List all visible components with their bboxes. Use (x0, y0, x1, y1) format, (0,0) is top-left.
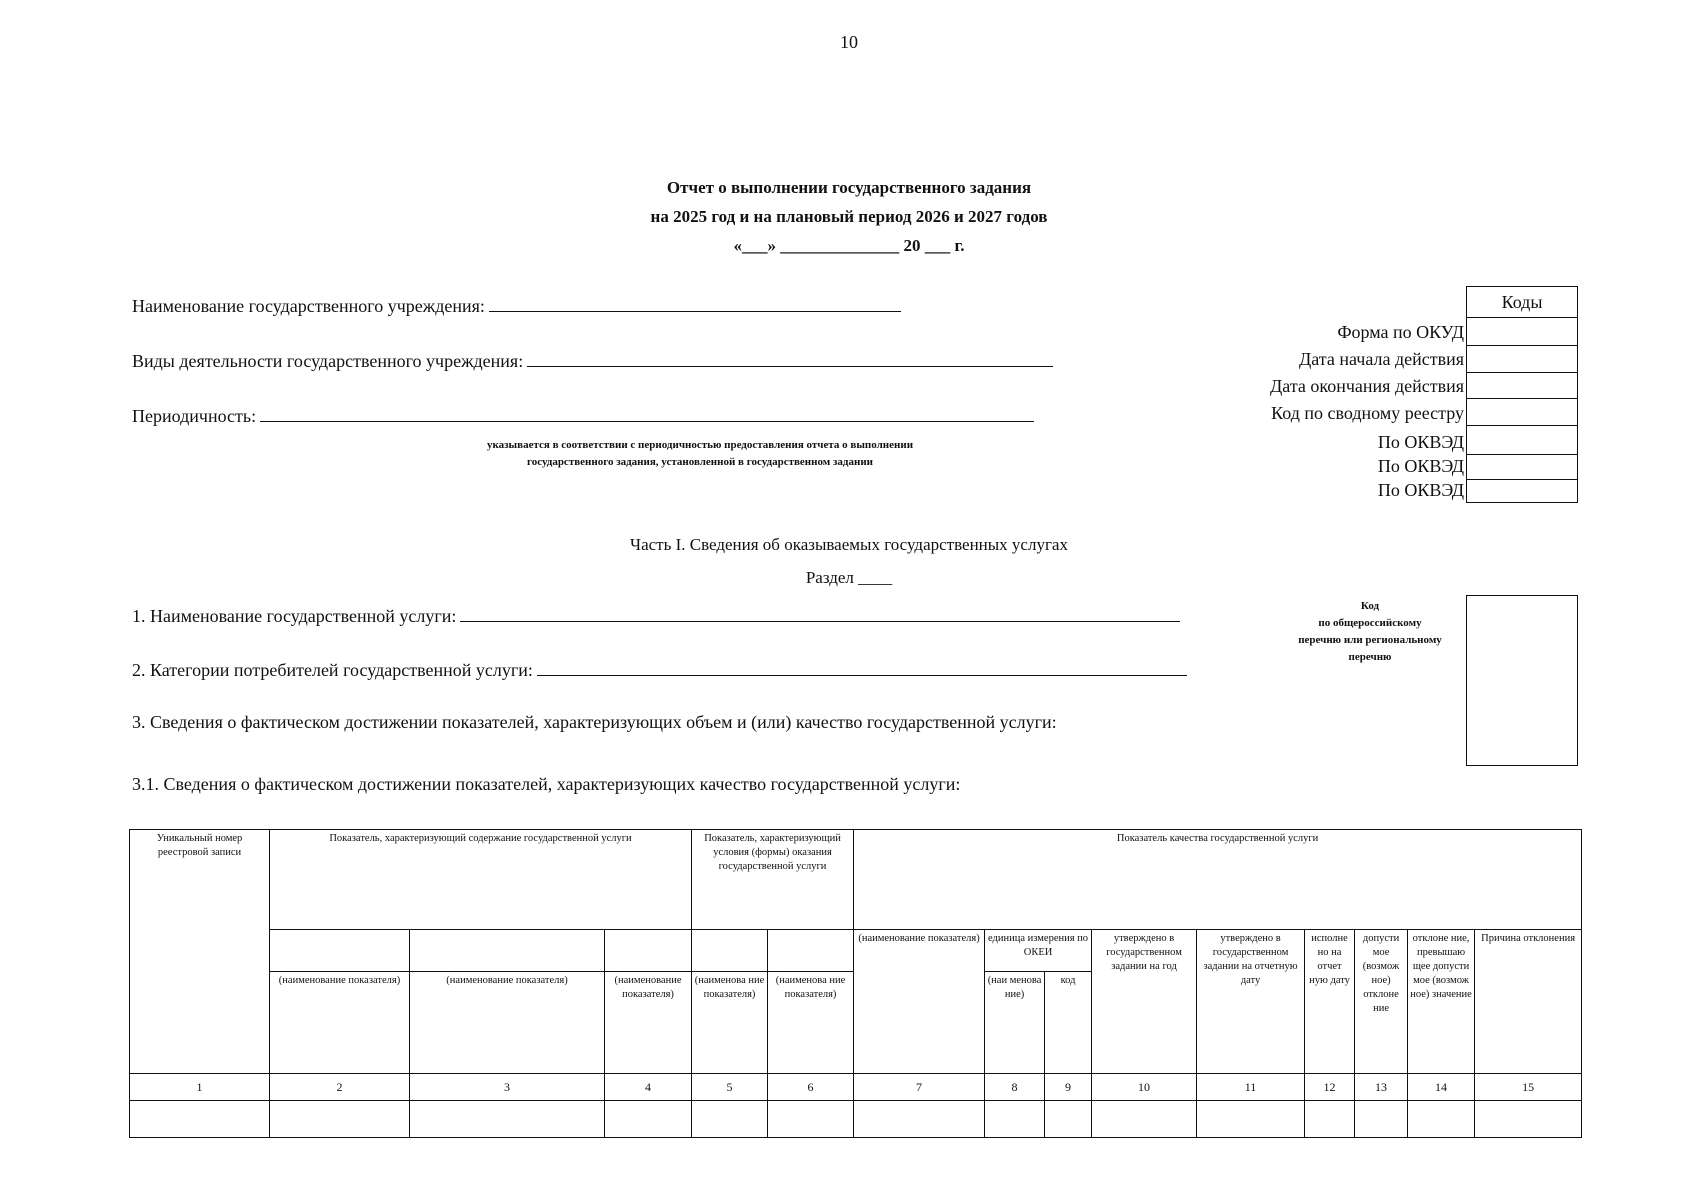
periodicity-label: Периодичность: (132, 406, 257, 426)
code-label-okud: Форма по ОКУД (1337, 322, 1464, 342)
column-number: 7 (854, 1074, 985, 1101)
header-indicator-name: (наименование показателя) (854, 930, 985, 1074)
codes-header: Коды (1467, 287, 1577, 318)
code-cell-divider (1467, 479, 1577, 480)
header-executed: исполне но на отчет ную дату (1305, 930, 1355, 1074)
data-cell[interactable] (130, 1101, 270, 1138)
data-cell[interactable] (854, 1101, 985, 1138)
page-number: 10 (840, 32, 858, 52)
institution-name-line[interactable] (489, 293, 901, 312)
periodicity-note (420, 437, 980, 471)
header-approved-year: утверждено в государственном задании на год (1092, 930, 1197, 1074)
column-number: 1 (130, 1074, 270, 1101)
data-cell[interactable] (1305, 1101, 1355, 1138)
service-name-line[interactable] (460, 603, 1180, 622)
report-period: на 2025 год и на плановый период 2026 и 2027 годов (650, 207, 1048, 226)
header-allowed-deviation: допусти мое (возмож ное) отклоне ние (1355, 930, 1408, 1074)
indicators-info: 3. Сведения о фактическом достижении показателей, характеризующих объем и (или) качество государственной услуги: (132, 712, 1057, 732)
content-value-cell[interactable] (605, 930, 692, 972)
part-title: Часть I. Сведения об оказываемых государственных услугах (630, 535, 1068, 554)
header-content-name-4: (наименование показателя) (605, 972, 692, 1074)
code-cell-divider (1467, 454, 1577, 455)
code-label-okved-2: По ОКВЭД (1377, 456, 1464, 476)
consumer-categories-field[interactable] (132, 657, 1187, 681)
report-title: Отчет о выполнении государственного задания (666, 178, 1032, 197)
code-cell-divider (1467, 345, 1577, 346)
data-cell[interactable] (985, 1101, 1045, 1138)
content-value-cell[interactable] (410, 930, 605, 972)
data-cell[interactable] (270, 1101, 410, 1138)
code-cell-divider (1467, 372, 1577, 373)
code-label-end-date: Дата окончания действия (1270, 376, 1464, 396)
activity-types-line[interactable] (527, 348, 1053, 367)
column-number: 8 (985, 1074, 1045, 1101)
consumer-categories-line[interactable] (537, 657, 1187, 676)
column-number: 2 (270, 1074, 410, 1101)
column-number: 5 (692, 1074, 768, 1101)
service-name-label: 1. Наименование государственной услуги: (132, 606, 457, 626)
service-name-field[interactable] (132, 603, 1180, 627)
code-cell-divider (1467, 425, 1577, 426)
code-label-okved-3: По ОКВЭД (1377, 480, 1464, 500)
activity-types-field[interactable] (132, 348, 1053, 372)
periodicity-note-line2: государственного задания, установленной в государственном задании (526, 456, 874, 468)
column-number: 14 (1408, 1074, 1475, 1101)
column-number: 13 (1355, 1074, 1408, 1101)
code-label-register: Код по сводному реестру (1271, 403, 1464, 423)
content-value-cell[interactable] (270, 930, 410, 972)
consumer-categories-label: 2. Категории потребителей государственной услуги: (132, 660, 533, 680)
column-number: 11 (1197, 1074, 1305, 1101)
code-label-start-date: Дата начала действия (1299, 349, 1464, 369)
periodicity-field[interactable] (132, 403, 1034, 427)
header-approved-date: утверждено в государственном задании на отчетную дату (1197, 930, 1305, 1074)
data-cell[interactable] (692, 1101, 768, 1138)
header-deviation-reason: Причина отклонения (1475, 930, 1582, 1074)
code-label-okved-1: По ОКВЭД (1377, 432, 1464, 452)
header-unique-number: Уникальный номер реестровой записи (130, 830, 270, 1074)
data-cell[interactable] (1355, 1101, 1408, 1138)
column-number: 12 (1305, 1074, 1355, 1101)
institution-name-label: Наименование государственного учреждения: (132, 296, 485, 316)
header-unit-name: (наи менова ние) (985, 972, 1045, 1074)
quality-info: 3.1. Сведения о фактическом достижении показателей, характеризующих качество государственной услуги: (132, 774, 961, 794)
data-cell[interactable] (1092, 1101, 1197, 1138)
codes-box (1466, 286, 1578, 503)
header-okei-unit: единица измерения по ОКЕИ (985, 930, 1092, 972)
header-content-name-2: (наименование показателя) (270, 972, 410, 1074)
data-cell[interactable] (410, 1101, 605, 1138)
data-cell[interactable] (605, 1101, 692, 1138)
header-condition-name-5: (наименова ние показателя) (692, 972, 768, 1074)
header-content-name-3: (наименование показателя) (410, 972, 605, 1074)
register-code-label-line1: Код (1360, 600, 1380, 612)
register-code-label-line4: перечню (1348, 651, 1392, 663)
institution-name-field[interactable] (132, 293, 901, 317)
register-code-box[interactable] (1466, 595, 1578, 766)
column-number: 15 (1475, 1074, 1582, 1101)
header-condition-name-6: (наименова ние показателя) (768, 972, 854, 1074)
code-cell-divider (1467, 398, 1577, 399)
data-cell[interactable] (768, 1101, 854, 1138)
data-cell[interactable] (1197, 1101, 1305, 1138)
header-quality-indicator: Показатель качества государственной услуги (854, 830, 1582, 930)
column-number: 10 (1092, 1074, 1197, 1101)
data-cell[interactable] (1408, 1101, 1475, 1138)
column-number: 9 (1045, 1074, 1092, 1101)
header-conditions-indicator: Показатель, характеризующий условия (формы) оказания государственной услуги (692, 830, 854, 930)
report-date: «___» ______________ 20 ___ г. (733, 236, 965, 255)
header-excess-deviation: отклоне ние, превышаю щее допусти мое (возмож ное) значение (1408, 930, 1475, 1074)
data-cell[interactable] (1475, 1101, 1582, 1138)
quality-indicators-table (129, 829, 1582, 1138)
register-code-label-line3: перечню или региональному (1298, 634, 1442, 646)
section-label: Раздел ____ (805, 568, 893, 587)
periodicity-line[interactable] (260, 403, 1034, 422)
data-cell[interactable] (1045, 1101, 1092, 1138)
condition-value-cell[interactable] (768, 930, 854, 972)
activity-types-label: Виды деятельности государственного учреждения: (132, 351, 524, 371)
register-code-label-line2: по общероссийскому (1318, 617, 1422, 629)
column-number: 3 (410, 1074, 605, 1101)
condition-value-cell[interactable] (692, 930, 768, 972)
header-content-indicator: Показатель, характеризующий содержание государственной услуги (270, 830, 692, 930)
register-code-label (1280, 598, 1460, 666)
column-number: 4 (605, 1074, 692, 1101)
header-unit-code: код (1045, 972, 1092, 1074)
periodicity-note-line1: указывается в соответствии с периодичностью предоставления отчета о выполнении (486, 439, 914, 451)
column-number: 6 (768, 1074, 854, 1101)
